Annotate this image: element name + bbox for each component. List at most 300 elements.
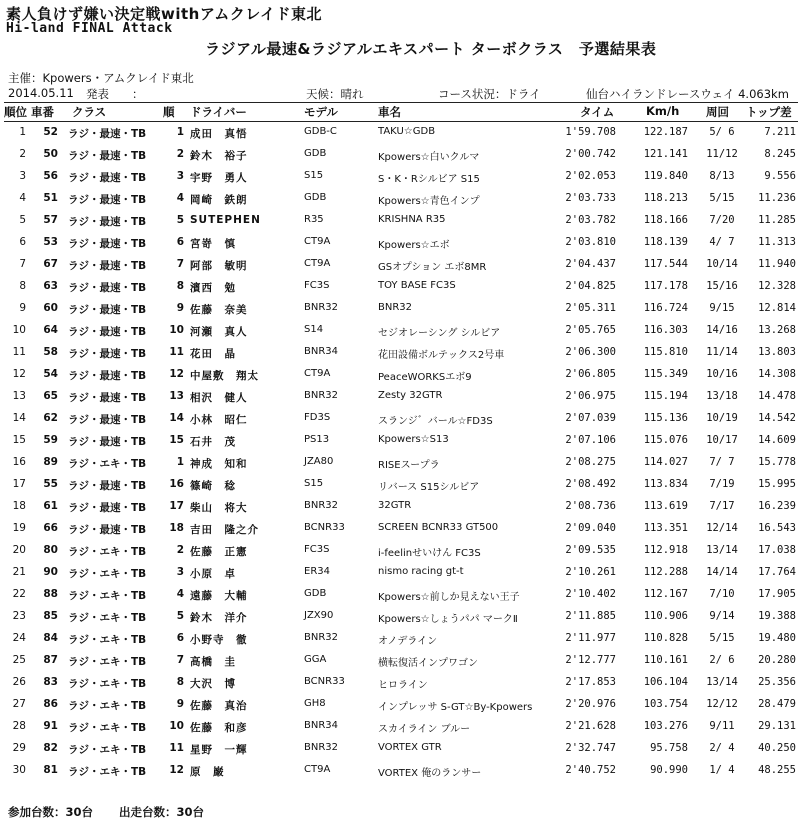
table-row: [0, 277, 800, 297]
col-order: 順: [163, 105, 175, 119]
col-laps: 周回: [706, 105, 729, 119]
table-row: [0, 629, 800, 649]
driver-cell: 岡崎 鉄朗: [190, 194, 248, 206]
table-row: [0, 607, 800, 627]
laps-cell: 5/ 6: [709, 126, 735, 138]
table-row: [0, 651, 800, 671]
speed-cell: 103.276: [643, 720, 688, 732]
table-row: [0, 475, 800, 495]
driver-cell: 佐藤 正憲: [190, 546, 248, 558]
gap-cell: 7.211: [764, 126, 796, 138]
event-title: 素人負けず嫌い決定戦withアムクレイド東北: [6, 5, 323, 23]
model-cell: GDB: [304, 588, 327, 599]
speed-cell: 113.351: [643, 522, 688, 534]
rank-cell: 7: [19, 258, 26, 270]
driver-cell: 河瀬 真人: [190, 326, 248, 338]
rank-cell: 17: [12, 478, 26, 490]
car-name-cell: VORTEX GTR: [378, 742, 442, 753]
table-row: [0, 431, 800, 451]
rank-cell: 25: [12, 654, 26, 666]
car-name-cell: スランジ゛バール☆FD3S: [378, 416, 493, 427]
sheet-title: ラジアル最速&ラジアルエキスパート ターボクラス 予選結果表: [205, 40, 657, 58]
class-order-cell: 2: [176, 544, 184, 556]
rank-cell: 27: [12, 698, 26, 710]
rank-cell: 20: [12, 544, 26, 556]
speed-cell: 115.076: [643, 434, 688, 446]
table-row: [0, 189, 800, 209]
class-order-cell: 9: [176, 698, 184, 710]
class-cell: ラジ・最速・TB: [68, 414, 147, 426]
rank-cell: 12: [12, 368, 26, 380]
car-name-cell: Kpowers☆白いクルマ: [378, 152, 480, 163]
driver-cell: 高橋 圭: [190, 656, 236, 668]
table-row: [0, 739, 800, 759]
speed-cell: 95.758: [650, 742, 688, 754]
laps-cell: 9/15: [709, 302, 735, 314]
class-cell: ラジ・最速・TB: [68, 326, 147, 338]
driver-cell: 宮嵜 慎: [190, 238, 236, 250]
gap-cell: 17.905: [758, 588, 796, 600]
class-order-cell: 12: [169, 764, 184, 776]
car-name-cell: セジオレーシング シルビア: [378, 328, 501, 339]
class-order-cell: 5: [176, 610, 184, 622]
class-cell: ラジ・最速・TB: [68, 348, 147, 360]
rank-cell: 9: [19, 302, 26, 314]
laps-cell: 12/14: [706, 522, 738, 534]
class-cell: ラジ・エキ・TB: [68, 744, 147, 756]
rank-cell: 6: [19, 236, 26, 248]
laps-cell: 14/14: [706, 566, 738, 578]
model-cell: GDB: [304, 148, 327, 159]
rank-cell: 19: [12, 522, 26, 534]
car-name-cell: 花田設備ボルテックス2号車: [378, 350, 505, 361]
gap-cell: 25.356: [758, 676, 796, 688]
lap-time-cell: 2'03.733: [565, 192, 616, 204]
weather: 天候：晴れ: [306, 87, 364, 101]
class-cell: ラジ・エキ・TB: [68, 590, 147, 602]
col-speed: Km/h: [646, 104, 680, 118]
rank-cell: 26: [12, 676, 26, 688]
car-name-cell: Kpowers☆しょうパパ マークⅡ: [378, 614, 518, 625]
lap-time-cell: 2'05.765: [565, 324, 616, 336]
footer: [8, 804, 226, 820]
class-cell: ラジ・最速・TB: [68, 370, 147, 382]
class-order-cell: 8: [176, 280, 184, 292]
speed-cell: 112.167: [643, 588, 688, 600]
driver-cell: 小原 卓: [190, 568, 236, 580]
laps-cell: 2/ 6: [709, 654, 735, 666]
gap-cell: 13.268: [758, 324, 796, 336]
laps-cell: 10/16: [706, 368, 738, 380]
car-name-cell: VORTEX 俺のランサー: [378, 768, 482, 779]
lap-time-cell: 2'12.777: [565, 654, 616, 666]
model-cell: BCNR33: [304, 676, 345, 687]
class-cell: ラジ・エキ・TB: [68, 612, 147, 624]
speed-cell: 117.178: [643, 280, 688, 292]
table-row: [0, 167, 800, 187]
driver-cell: 成田 真悟: [190, 128, 248, 140]
class-cell: ラジ・最速・TB: [68, 128, 147, 140]
laps-cell: 13/14: [706, 544, 738, 556]
lap-time-cell: 2'10.402: [565, 588, 616, 600]
speed-cell: 110.906: [643, 610, 688, 622]
lap-time-cell: 2'06.975: [565, 390, 616, 402]
gap-cell: 16.239: [758, 500, 796, 512]
speed-cell: 115.136: [643, 412, 688, 424]
car-number-cell: 82: [43, 742, 58, 754]
driver-cell: 神成 知和: [190, 458, 248, 470]
class-order-cell: 14: [169, 412, 184, 424]
speed-cell: 116.303: [643, 324, 688, 336]
laps-cell: 11/14: [706, 346, 738, 358]
model-cell: BNR32: [304, 742, 339, 753]
rank-cell: 22: [12, 588, 26, 600]
laps-cell: 14/16: [706, 324, 738, 336]
class-cell: ラジ・最速・TB: [68, 436, 147, 448]
lap-time-cell: 2'20.976: [565, 698, 616, 710]
car-number-cell: 65: [43, 390, 58, 402]
class-order-cell: 4: [176, 192, 184, 204]
car-number-cell: 67: [43, 258, 58, 270]
lap-time-cell: 2'04.437: [565, 258, 616, 270]
car-number-cell: 83: [43, 676, 58, 688]
car-number-cell: 55: [43, 478, 58, 490]
speed-cell: 103.754: [643, 698, 688, 710]
car-number-cell: 88: [43, 588, 58, 600]
rank-cell: 11: [12, 346, 26, 358]
lap-time-cell: 2'32.747: [565, 742, 616, 754]
model-cell: S15: [304, 478, 324, 489]
laps-cell: 10/17: [706, 434, 738, 446]
car-number-cell: 51: [43, 192, 58, 204]
class-order-cell: 3: [176, 170, 184, 182]
class-cell: ラジ・最速・TB: [68, 194, 147, 206]
driver-cell: 原 巌: [190, 766, 225, 778]
class-cell: ラジ・エキ・TB: [68, 722, 147, 734]
lap-time-cell: 1'59.708: [565, 126, 616, 138]
speed-cell: 113.834: [643, 478, 688, 490]
speed-cell: 118.139: [643, 236, 688, 248]
class-order-cell: 5: [176, 214, 184, 226]
col-gap: トップ差: [746, 105, 792, 119]
speed-cell: 112.918: [643, 544, 688, 556]
gap-cell: 19.388: [758, 610, 796, 622]
rank-cell: 13: [12, 390, 26, 402]
class-cell: ラジ・最速・TB: [68, 480, 147, 492]
gap-cell: 12.328: [758, 280, 796, 292]
laps-cell: 10/14: [706, 258, 738, 270]
model-cell: BNR32: [304, 390, 339, 401]
driver-cell: 遠藤 大輔: [190, 590, 248, 602]
gap-cell: 16.543: [758, 522, 796, 534]
car-name-cell: Zesty 32GTR: [378, 390, 443, 401]
rank-cell: 8: [19, 280, 26, 292]
model-cell: JZA80: [304, 456, 334, 467]
class-order-cell: 12: [169, 368, 184, 380]
class-order-cell: 7: [176, 258, 184, 270]
class-cell: ラジ・最速・TB: [68, 172, 147, 184]
table-row: [0, 299, 800, 319]
speed-cell: 110.828: [643, 632, 688, 644]
lap-time-cell: 2'04.825: [565, 280, 616, 292]
car-name-cell: nismo racing gt-t: [378, 566, 464, 577]
rank-cell: 5: [19, 214, 26, 226]
driver-cell: 柴山 将大: [190, 502, 248, 514]
speed-cell: 115.194: [643, 390, 688, 402]
laps-cell: 7/17: [709, 500, 735, 512]
speed-cell: 122.187: [643, 126, 688, 138]
table-row: [0, 673, 800, 693]
driver-cell: 小林 昭仁: [190, 414, 248, 426]
car-number-cell: 86: [43, 698, 58, 710]
table-row: [0, 255, 800, 275]
table-row: [0, 343, 800, 363]
lap-time-cell: 2'40.752: [565, 764, 616, 776]
table-row: [0, 717, 800, 737]
column-header-row: [0, 103, 800, 120]
car-number-cell: 61: [43, 500, 58, 512]
class-cell: ラジ・エキ・TB: [68, 568, 147, 580]
announce-label: 発表 ：: [86, 87, 144, 101]
car-number-cell: 50: [43, 148, 58, 160]
gap-cell: 9.556: [764, 170, 796, 182]
car-number-cell: 58: [43, 346, 58, 358]
gap-cell: 12.814: [758, 302, 796, 314]
driver-cell: 鈴木 裕子: [190, 150, 248, 162]
speed-cell: 121.141: [643, 148, 688, 160]
lap-time-cell: 2'07.039: [565, 412, 616, 424]
car-name-cell: PeaceWORKSエボ9: [378, 372, 472, 383]
class-cell: ラジ・エキ・TB: [68, 678, 147, 690]
class-cell: ラジ・最速・TB: [68, 392, 147, 404]
model-cell: BNR34: [304, 720, 339, 731]
car-number-cell: 57: [43, 214, 58, 226]
driver-cell: 鈴木 洋介: [190, 612, 248, 624]
gap-cell: 11.285: [758, 214, 796, 226]
class-cell: ラジ・最速・TB: [68, 238, 147, 250]
rank-cell: 1: [19, 126, 26, 138]
gap-cell: 14.308: [758, 368, 796, 380]
table-row: [0, 585, 800, 605]
car-name-cell: GSオプション エボ8MR: [378, 262, 487, 273]
class-cell: ラジ・最速・TB: [68, 260, 147, 272]
car-number-cell: 89: [43, 456, 58, 468]
info-line: [8, 86, 798, 102]
class-cell: ラジ・最速・TB: [68, 282, 147, 294]
model-cell: ER34: [304, 566, 330, 577]
lap-time-cell: 2'06.805: [565, 368, 616, 380]
laps-cell: 8/13: [709, 170, 735, 182]
speed-cell: 113.619: [643, 500, 688, 512]
driver-cell: 阿部 敏明: [190, 260, 248, 272]
lap-time-cell: 2'10.261: [565, 566, 616, 578]
car-name-cell: BNR32: [378, 302, 413, 313]
car-number-cell: 63: [43, 280, 58, 292]
car-number-cell: 84: [43, 632, 58, 644]
lap-time-cell: 2'08.492: [565, 478, 616, 490]
laps-cell: 13/18: [706, 390, 738, 402]
lap-time-cell: 2'02.053: [565, 170, 616, 182]
col-car-no: 車番: [31, 105, 54, 119]
lap-time-cell: 2'03.782: [565, 214, 616, 226]
table-row: [0, 695, 800, 715]
car-number-cell: 54: [43, 368, 58, 380]
table-row: [0, 453, 800, 473]
car-number-cell: 59: [43, 434, 58, 446]
lap-time-cell: 2'06.300: [565, 346, 616, 358]
speed-cell: 118.166: [643, 214, 688, 226]
driver-cell: 佐藤 真治: [190, 700, 248, 712]
car-number-cell: 87: [43, 654, 58, 666]
car-name-cell: Kpowers☆前しか見えない王子: [378, 592, 520, 603]
table-row: [0, 211, 800, 231]
rank-cell: 21: [12, 566, 26, 578]
course-state: コース状況：ドライ: [438, 87, 541, 101]
table-row: [0, 563, 800, 583]
car-name-cell: TOY BASE FC3S: [378, 280, 456, 291]
class-cell: ラジ・エキ・TB: [68, 700, 147, 712]
speed-cell: 117.544: [643, 258, 688, 270]
car-name-cell: TAKU☆GDB: [378, 126, 436, 137]
table-row: [0, 497, 800, 517]
model-cell: S15: [304, 170, 324, 181]
venue: 仙台ハイランドレースウェイ 4.063km: [586, 87, 789, 101]
lap-time-cell: 2'17.853: [565, 676, 616, 688]
gap-cell: 29.131: [758, 720, 796, 732]
col-model: モデル: [304, 105, 338, 119]
lap-time-cell: 2'03.810: [565, 236, 616, 248]
col-class: クラス: [72, 105, 107, 119]
lap-time-cell: 2'11.885: [565, 610, 616, 622]
class-cell: ラジ・エキ・TB: [68, 656, 147, 668]
table-row: [0, 519, 800, 539]
rank-cell: 18: [12, 500, 26, 512]
laps-cell: 7/20: [709, 214, 735, 226]
gap-cell: 14.478: [758, 390, 796, 402]
class-cell: ラジ・エキ・TB: [68, 634, 147, 646]
table-row: [0, 387, 800, 407]
rank-cell: 30: [12, 764, 26, 776]
car-name-cell: 32GTR: [378, 500, 412, 511]
laps-cell: 7/10: [709, 588, 735, 600]
model-cell: FC3S: [304, 544, 330, 555]
gap-cell: 48.255: [758, 764, 796, 776]
class-order-cell: 15: [169, 434, 184, 446]
class-order-cell: 1: [176, 126, 184, 138]
model-cell: GH8: [304, 698, 326, 709]
car-name-cell: KRISHNA R35: [378, 214, 446, 225]
car-name-cell: Kpowers☆エボ: [378, 240, 450, 251]
driver-cell: 石井 茂: [190, 436, 236, 448]
class-cell: ラジ・エキ・TB: [68, 766, 147, 778]
laps-cell: 5/15: [709, 192, 735, 204]
rank-cell: 29: [12, 742, 26, 754]
laps-cell: 4/ 7: [709, 236, 735, 248]
class-order-cell: 7: [176, 654, 184, 666]
speed-cell: 90.990: [650, 764, 688, 776]
driver-cell: 佐藤 奈美: [190, 304, 248, 316]
car-name-cell: i-feelinせいけん FC3S: [378, 548, 481, 559]
class-order-cell: 6: [176, 632, 184, 644]
driver-cell: 中屋敷 翔太: [190, 370, 259, 382]
lap-time-cell: 2'00.742: [565, 148, 616, 160]
gap-cell: 17.038: [758, 544, 796, 556]
model-cell: PS13: [304, 434, 330, 445]
car-number-cell: 62: [43, 412, 58, 424]
lap-time-cell: 2'05.311: [565, 302, 616, 314]
class-order-cell: 2: [176, 148, 184, 160]
car-number-cell: 90: [43, 566, 58, 578]
car-number-cell: 53: [43, 236, 58, 248]
entries-count: 参加台数：30台: [8, 805, 94, 819]
gap-cell: 13.803: [758, 346, 796, 358]
gap-cell: 40.250: [758, 742, 796, 754]
class-cell: ラジ・最速・TB: [68, 502, 147, 514]
lap-time-cell: 2'09.535: [565, 544, 616, 556]
rank-cell: 4: [19, 192, 26, 204]
model-cell: GDB: [304, 192, 327, 203]
class-order-cell: 6: [176, 236, 184, 248]
laps-cell: 15/16: [706, 280, 738, 292]
speed-cell: 106.104: [643, 676, 688, 688]
model-cell: CT9A: [304, 258, 331, 269]
class-cell: ラジ・最速・TB: [68, 524, 147, 536]
class-order-cell: 9: [176, 302, 184, 314]
class-order-cell: 4: [176, 588, 184, 600]
model-cell: FD3S: [304, 412, 331, 423]
laps-cell: 9/11: [709, 720, 735, 732]
driver-cell: 小野寺 徹: [190, 634, 248, 646]
car-name-cell: S・K・Rシルビア S15: [378, 174, 480, 185]
driver-cell: 相沢 健人: [190, 392, 248, 404]
class-order-cell: 11: [169, 346, 184, 358]
table-row: [0, 145, 800, 165]
model-cell: BNR34: [304, 346, 339, 357]
col-driver: ドライバー: [190, 105, 247, 119]
driver-cell: 花田 晶: [190, 348, 236, 360]
starters-count: 出走台数：30台: [119, 805, 205, 819]
car-name-cell: スカイライン ブルー: [378, 724, 471, 735]
class-order-cell: 10: [169, 720, 184, 732]
lap-time-cell: 2'11.977: [565, 632, 616, 644]
speed-cell: 110.161: [643, 654, 688, 666]
date: 2014.05.11: [8, 86, 74, 100]
laps-cell: 11/12: [706, 148, 738, 160]
lap-time-cell: 2'08.275: [565, 456, 616, 468]
gap-cell: 11.236: [758, 192, 796, 204]
car-number-cell: 52: [43, 126, 58, 138]
event-subtitle: Hi-land FINAL Attack: [6, 21, 173, 36]
speed-cell: 115.810: [643, 346, 688, 358]
class-cell: ラジ・エキ・TB: [68, 458, 147, 470]
rank-cell: 16: [12, 456, 26, 468]
rank-cell: 3: [19, 170, 26, 182]
model-cell: CT9A: [304, 368, 331, 379]
gap-cell: 14.542: [758, 412, 796, 424]
class-order-cell: 10: [169, 324, 184, 336]
car-name-cell: SCREEN BCNR33 GT500: [378, 522, 499, 533]
model-cell: BNR32: [304, 632, 339, 643]
table-row: [0, 233, 800, 253]
gap-cell: 17.764: [758, 566, 796, 578]
model-cell: FC3S: [304, 280, 330, 291]
class-cell: ラジ・最速・TB: [68, 216, 147, 228]
speed-cell: 115.349: [643, 368, 688, 380]
model-cell: GDB-C: [304, 126, 337, 137]
class-cell: ラジ・最速・TB: [68, 304, 147, 316]
laps-cell: 5/15: [709, 632, 735, 644]
table-row: [0, 409, 800, 429]
